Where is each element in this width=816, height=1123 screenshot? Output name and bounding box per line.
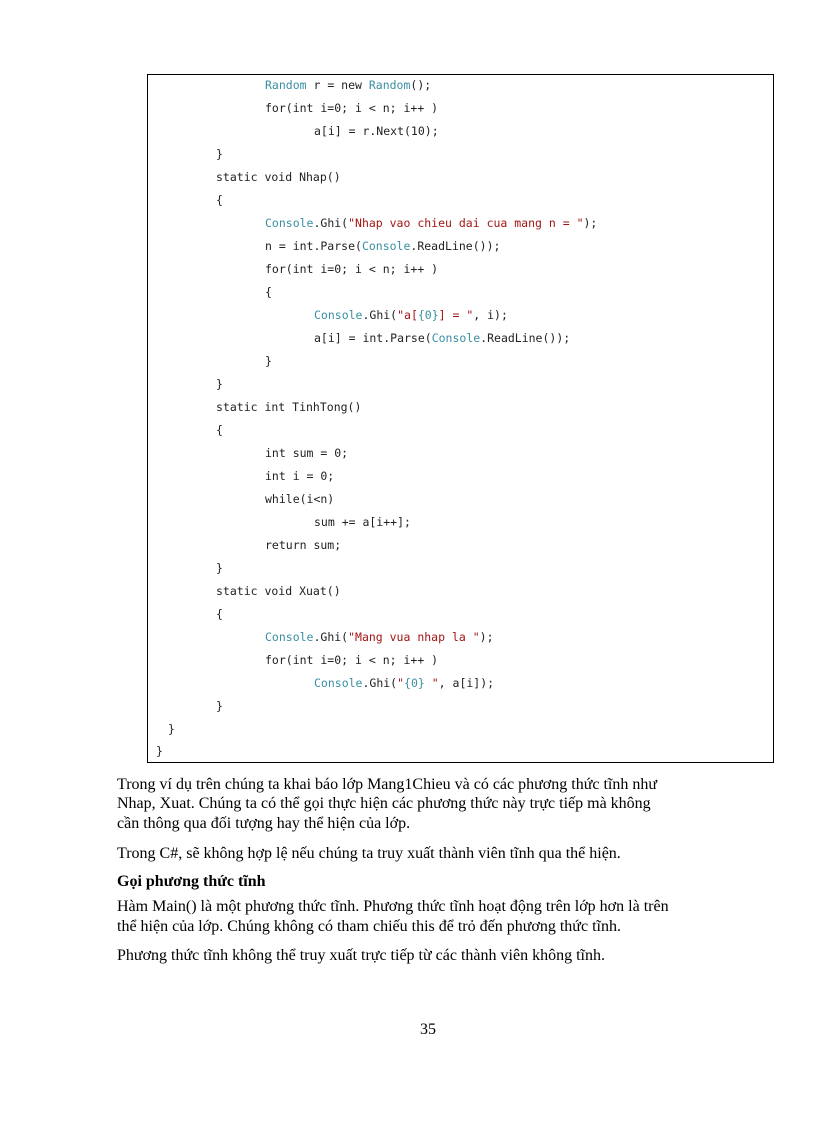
code-line <box>314 675 494 691</box>
code-token: , a[i]); <box>438 676 495 690</box>
section-heading: Gọi phương thức tĩnh <box>117 873 266 890</box>
code-line <box>216 583 341 599</box>
code-token: static void Nhap() <box>216 170 341 184</box>
code-line <box>314 330 570 346</box>
code-line <box>216 146 223 162</box>
code-line <box>265 100 438 116</box>
code-token: .Ghi( <box>362 308 398 322</box>
code-token: } <box>168 722 175 736</box>
code-line <box>216 422 223 438</box>
code-line <box>216 376 223 392</box>
code-token: int i = 0; <box>265 469 335 483</box>
code-token: } <box>216 699 223 713</box>
code-line <box>216 169 341 185</box>
code-token: a[i] = r.Next(10); <box>314 124 439 138</box>
code-line <box>216 399 361 415</box>
code-token: ] = " <box>438 308 474 322</box>
code-token: for(int i=0; i < n; i++ ) <box>265 262 439 276</box>
code-line <box>265 353 272 369</box>
code-token: ); <box>583 216 598 230</box>
code-token: sum += a[i++]; <box>314 515 411 529</box>
code-line <box>216 606 223 622</box>
code-line <box>216 192 223 208</box>
code-token: Console <box>265 630 314 644</box>
paragraph-line: Trong C#, sẽ không hợp lệ nếu chúng ta truy xuất thành viên tĩnh qua thể hiện. <box>117 845 621 862</box>
paragraph-line: cần thông qua đối tượng hay thể hiện của lớp. <box>117 815 411 832</box>
code-token: while(i<n) <box>265 492 335 506</box>
code-token: .Ghi( <box>313 216 349 230</box>
code-token: " <box>424 676 439 690</box>
paragraph-line: thể hiện của lớp. Chúng không có tham chiếu this để trỏ đến phương thức tĩnh. <box>117 918 621 935</box>
code-token: } <box>156 744 163 758</box>
code-token: } <box>216 561 223 575</box>
code-token: Console <box>314 308 363 322</box>
code-line <box>265 77 431 93</box>
code-token: Console <box>361 239 411 253</box>
code-token: { <box>216 607 223 621</box>
code-line <box>265 491 334 507</box>
code-token: } <box>265 354 272 368</box>
code-token: , i); <box>473 308 508 322</box>
code-token: .ReadLine()); <box>410 239 501 253</box>
code-token: { <box>216 423 223 437</box>
code-listing <box>147 74 774 763</box>
code-token: int sum = 0; <box>265 446 349 460</box>
code-token: Random <box>368 78 411 92</box>
code-line <box>265 445 348 461</box>
code-token: } <box>216 147 223 161</box>
code-line <box>314 307 508 323</box>
page-number: 35 <box>420 1021 436 1038</box>
code-token: .ReadLine()); <box>480 331 571 345</box>
code-token: "a[ <box>397 308 418 322</box>
code-line <box>216 560 223 576</box>
code-line <box>265 468 334 484</box>
paragraph-line: Trong ví dụ trên chúng ta khai báo lớp Mang1Chieu và có các phương thức tĩnh như <box>117 776 658 793</box>
code-token: "Mang vua nhap la " <box>348 630 480 644</box>
code-token: Console <box>314 676 363 690</box>
code-token: Random <box>265 78 307 92</box>
code-line <box>156 743 163 759</box>
paragraph-line: Hàm Main() là một phương thức tĩnh. Phương thức tĩnh hoạt động trên lớp hơn là trên <box>117 898 669 915</box>
code-token: return sum; <box>265 538 342 552</box>
code-line <box>265 261 438 277</box>
code-token: for(int i=0; i < n; i++ ) <box>265 101 439 115</box>
code-token: {0} <box>404 676 425 690</box>
code-token: {0} <box>417 308 439 322</box>
code-token: (); <box>410 78 432 92</box>
code-token: " <box>397 676 405 690</box>
code-token: "Nhap vao chieu dai cua mang n = " <box>348 216 584 230</box>
code-line <box>265 537 341 553</box>
code-token: a[i] = int.Parse( <box>314 331 432 345</box>
code-token: static int TinhTong() <box>216 400 362 414</box>
code-token: for(int i=0; i < n; i++ ) <box>265 653 439 667</box>
code-token: Console <box>265 216 314 230</box>
code-token: static void Xuat() <box>216 584 341 598</box>
code-line <box>265 652 438 668</box>
code-line <box>314 514 411 530</box>
code-token: { <box>265 285 272 299</box>
code-line <box>265 629 494 645</box>
code-token: ); <box>479 630 494 644</box>
code-line <box>216 698 223 714</box>
code-token: r = new <box>306 78 369 92</box>
paragraph-line: Nhap, Xuat. Chúng ta có thể gọi thực hiện các phương thức này trực tiếp mà không <box>117 795 651 812</box>
paragraph-line: Phương thức tĩnh không thể truy xuất trực tiếp từ các thành viên không tĩnh. <box>117 947 605 964</box>
code-token: n = int.Parse( <box>265 239 362 253</box>
code-line <box>265 284 272 300</box>
code-token: .Ghi( <box>313 630 349 644</box>
code-token: .Ghi( <box>362 676 398 690</box>
code-line <box>265 215 597 231</box>
code-line <box>265 238 500 254</box>
code-token: } <box>216 377 223 391</box>
code-line <box>168 721 175 737</box>
code-token: Console <box>431 331 481 345</box>
code-token: { <box>216 193 223 207</box>
code-line <box>314 123 439 139</box>
